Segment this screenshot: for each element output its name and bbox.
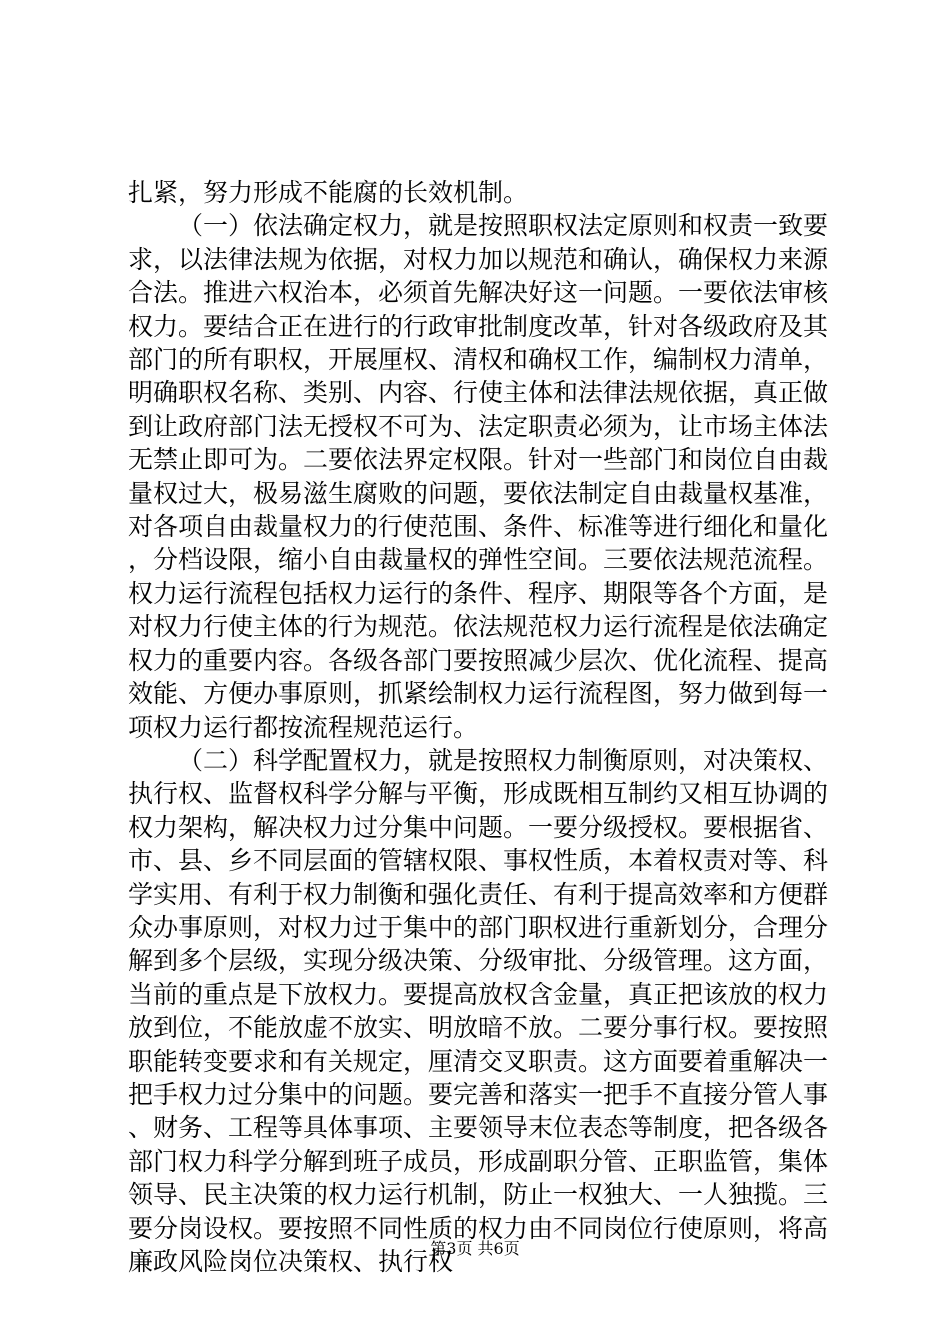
paragraph-section-one: （一）依法确定权力，就是按照职权法定原则和权责一致要求，以法律法规为依据，对权力加以规范和确认，确保权力来源合法。推进六权治本，必须首先解决好这一问题。一要依法审核权力。要结合正在进行的行政审批制度改革，针对各级政府及其部门的所有职权，开展厘权、清权和确权工作，编制权力清单，明确职权名称、类别、内容、行使主体和法律法规依据，真正做到让政府部门法无授权不可为、法定职责必须为，让市场主体法无禁止即可为。二要依法界定权限。针对一些部门和岗位自由裁量权过大，极易滋生腐败的问题，要依法制定自由裁量权基准，对各项自由裁量权力的行使范围、条件、标准等进行细化和量化，分档设限，缩小自由裁量权的弹性空间。三要依法规范流程。权力运行流程包括权力运行的条件、程序、期限等各个方面，是对权力行使主体的行为规范。依法规范权力运行流程是依法确定权力的重要内容。各级各部门要按照减少层次、优化流程、提高效能、方便办事原则，抓紧绘制权力运行流程图，努力做到每一项权力运行都按流程规范运行。 [128,211,829,742]
paragraph-section-two: （二）科学配置权力，就是按照权力制衡原则，对决策权、执行权、监督权科学分解与平衡，形成既相互制约又相互协调的权力架构，解决权力过分集中问题。一要分级授权。要根据省、市、县、乡不同层面的管辖权限、事权性质，本着权责对等、科学实用、有利于权力制衡和强化责任、有利于提高效率和方便群众办事原则，对权力过于集中的部门职权进行重新划分，合理分解到多个层级，实现分级决策、分级审批、分级管理。这方面，当前的重点是下放权力。要提高放权含金量，真正把该放的权力放到位，不能放虚不放实、明放暗不放。二要分事行权。要按照职能转变要求和有关规定，厘清交叉职责。这方面要着重解决一把手权力过分集中的问题。要完善和落实一把手不直接分管人事、财务、工程等具体事项、主要领导末位表态等制度，把各级各部门权力科学分解到班子成员，形成副职分管、正职监管，集体领导、民主决策的权力运行机制，防止一权独大、一人独揽。三要分岗设权。要按照不同性质的权力由不同岗位行使原则，将高廉政风险岗位决策权、执行权 [128,745,829,1276]
paragraph-continuation: 扎紧，努力形成不能腐的长效机制。 [128,178,529,207]
document-body [128,176,828,1278]
page-footer: 第3页 共6页 [430,1239,520,1258]
